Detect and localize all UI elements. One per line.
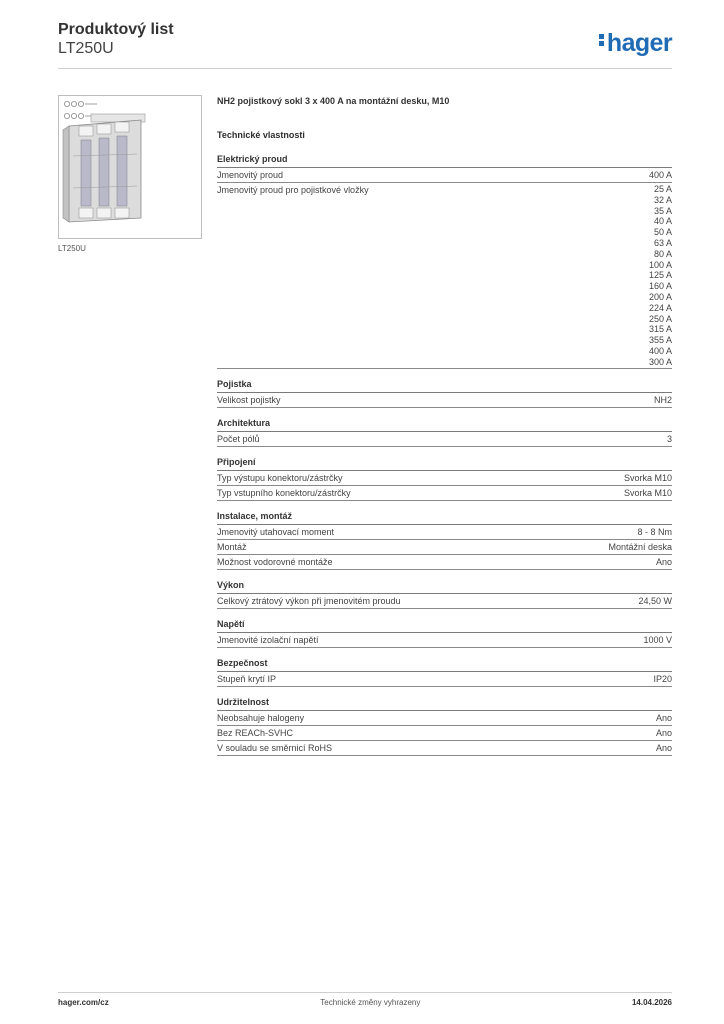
spec-group xyxy=(217,153,672,369)
hager-logo xyxy=(599,30,672,56)
spec-value xyxy=(656,727,672,740)
spec-row xyxy=(217,672,672,687)
spec-value-item: 400 A xyxy=(648,345,672,356)
spec-value-item: 3 xyxy=(666,433,672,444)
spec-value-item: 32 A xyxy=(653,194,672,205)
product-image xyxy=(58,95,202,239)
spec-value-item: 300 A xyxy=(648,356,672,367)
product-code: LT250U xyxy=(58,40,114,57)
spec-value xyxy=(667,433,672,446)
spec-label: Možnost vodorovné montáže xyxy=(217,556,333,567)
spec-row xyxy=(217,183,672,369)
spec-value-item: IP20 xyxy=(653,673,672,684)
logo-text: hager xyxy=(606,29,672,57)
spec-row xyxy=(217,168,672,183)
spec-row xyxy=(217,555,672,570)
spec-row xyxy=(217,741,672,756)
spec-value-item: Ano xyxy=(655,727,672,738)
spec-value-item: Svorka M10 xyxy=(623,472,672,483)
spec-group-title: Pojistka xyxy=(217,378,672,393)
spec-value-item: 1000 V xyxy=(643,634,672,645)
spec-value xyxy=(654,394,672,407)
spec-value-item: Montážní deska xyxy=(608,541,672,552)
spec-value xyxy=(656,556,672,569)
footer-date: 14.04.2026 xyxy=(631,998,672,1007)
spec-label: Stupeň krytí IP xyxy=(217,673,277,684)
fuse-base-illustration xyxy=(59,96,201,238)
spec-row xyxy=(217,393,672,408)
spec-row xyxy=(217,432,672,447)
spec-label: V souladu se směrnicí RoHS xyxy=(217,742,333,753)
spec-row xyxy=(217,711,672,726)
spec-value-item: Ano xyxy=(655,742,672,753)
spec-label: Jmenovitý proud pro pojistkové vložky xyxy=(217,185,369,195)
specifications xyxy=(217,96,672,765)
spec-value-item: 355 A xyxy=(648,335,672,346)
spec-value xyxy=(649,169,672,182)
spec-group-title: Bezpečnost xyxy=(217,657,672,672)
spec-row xyxy=(217,471,672,486)
spec-group xyxy=(217,657,672,687)
spec-value-item: 8 - 8 Nm xyxy=(637,526,672,537)
spec-row xyxy=(217,726,672,741)
spec-group-title: Elektrický proud xyxy=(217,153,672,168)
spec-row xyxy=(217,525,672,540)
spec-value-item: Ano xyxy=(655,556,672,567)
spec-group-title: Výkon xyxy=(217,579,672,594)
spec-row xyxy=(217,486,672,501)
spec-group xyxy=(217,618,672,648)
spec-value-item: NH2 xyxy=(653,394,672,405)
spec-label: Jmenovitý utahovací moment xyxy=(217,526,335,537)
spec-value-item: 40 A xyxy=(653,216,672,227)
spec-value xyxy=(653,673,672,686)
spec-group-title: Udržitelnost xyxy=(217,696,672,711)
spec-value xyxy=(656,742,672,755)
document-title: Produktový list xyxy=(58,21,174,38)
spec-label: Bez REACh-SVHC xyxy=(217,727,294,738)
spec-value-item: 24,50 W xyxy=(638,595,672,606)
product-description: NH2 pojistkový sokl 3 x 400 A na montážní desku, M10 xyxy=(217,96,450,106)
spec-value-item: Ano xyxy=(655,712,672,723)
spec-value-item: 63 A xyxy=(653,237,672,248)
spec-group xyxy=(217,696,672,756)
footer-note: Technické změny vyhrazeny xyxy=(320,998,421,1007)
spec-value-item: 25 A xyxy=(653,184,672,194)
spec-value xyxy=(624,487,672,500)
spec-label: Typ vstupního konektoru/zástrčky xyxy=(217,487,351,498)
image-caption: LT250U xyxy=(58,244,86,253)
spec-row xyxy=(217,594,672,609)
spec-group xyxy=(217,456,672,501)
spec-label: Typ výstupu konektoru/zástrčky xyxy=(217,472,343,483)
spec-value xyxy=(624,472,672,485)
spec-label: Neobsahuje halogeny xyxy=(217,712,305,723)
spec-group-title: Architektura xyxy=(217,417,672,432)
spec-group xyxy=(217,579,672,609)
footer-divider xyxy=(58,992,672,993)
footer-website: hager.com/cz xyxy=(58,998,109,1007)
spec-value-item: 400 A xyxy=(648,170,672,180)
spec-value xyxy=(608,541,672,554)
spec-label: Počet pólů xyxy=(217,433,260,444)
spec-value-item: 35 A xyxy=(653,205,672,216)
spec-group xyxy=(217,510,672,570)
spec-value xyxy=(638,595,672,608)
spec-value-item: Svorka M10 xyxy=(623,487,672,498)
spec-group-title: Instalace, montáž xyxy=(217,510,672,525)
spec-row xyxy=(217,540,672,555)
spec-value-item: 125 A xyxy=(648,270,672,281)
spec-value-item: 224 A xyxy=(648,302,672,313)
spec-value-item: 315 A xyxy=(648,324,672,335)
spec-group xyxy=(217,417,672,447)
spec-label: Jmenovitý proud xyxy=(217,170,284,180)
spec-value xyxy=(656,712,672,725)
header-divider xyxy=(58,68,672,69)
spec-value xyxy=(643,634,672,647)
footer xyxy=(58,998,672,1007)
spec-value-item: 250 A xyxy=(648,313,672,324)
spec-label: Celkový ztrátový výkon při jmenovitém proudu xyxy=(217,595,401,606)
spec-value-item: 50 A xyxy=(653,227,672,238)
spec-row xyxy=(217,633,672,648)
spec-group xyxy=(217,378,672,408)
spec-label: Montáž xyxy=(217,541,247,552)
spec-value xyxy=(637,526,672,539)
spec-groups xyxy=(217,153,672,756)
spec-group-title: Napětí xyxy=(217,618,672,633)
spec-value-item: 80 A xyxy=(653,248,672,259)
spec-group-title: Připojení xyxy=(217,456,672,471)
spec-value-item: 160 A xyxy=(648,281,672,292)
spec-value-item: 100 A xyxy=(648,259,672,270)
spec-label: Velikost pojistky xyxy=(217,394,281,405)
document-header xyxy=(58,20,174,58)
logo-colon-icon xyxy=(599,32,604,48)
spec-value xyxy=(649,184,672,368)
section-title: Technické vlastnosti xyxy=(217,130,305,140)
spec-label: Jmenovité izolační napětí xyxy=(217,634,319,645)
spec-value-item: 200 A xyxy=(648,291,672,302)
